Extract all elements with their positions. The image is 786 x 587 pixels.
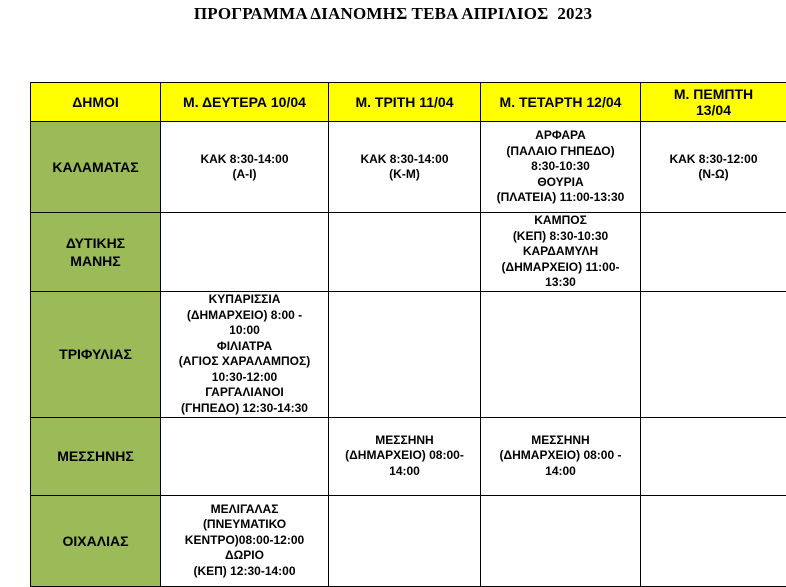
schedule-cell-wednesday [481,495,641,586]
distribution-schedule-table [30,82,786,587]
schedule-cell-thursday [641,495,786,586]
municipality-cell: ΚΑΛΑΜΑΤΑΣ [31,122,161,213]
schedule-cell-thursday [641,291,786,417]
schedule-cell-tuesday [329,495,481,586]
schedule-cell-tuesday [329,213,481,292]
schedule-cell-monday: ΜΕΛΙΓΑΛΑΣ (ΠΝΕΥΜΑΤΙΚΟ ΚΕΝΤΡΟ)08:00-12:00 ΔΩΡΙΟ (ΚΕΠ) 12:30-14:00 [161,495,329,586]
table-row [31,213,786,292]
schedule-cell-tuesday: ΜΕΣΣΗΝΗ (ΔΗΜΑΡΧΕΙΟ) 08:00- 14:00 [329,417,481,495]
table-row [31,495,786,586]
schedule-cell-monday: ΚΑΚ 8:30-14:00 (Α-Ι) [161,122,329,213]
table-row [31,291,786,417]
header-wednesday: Μ. ΤΕΤΑΡΤΗ 12/04 [481,83,641,122]
schedule-cell-wednesday: ΜΕΣΣΗΝΗ (ΔΗΜΑΡΧΕΙΟ) 08:00 - 14:00 [481,417,641,495]
schedule-cell-wednesday [481,291,641,417]
table-row [31,417,786,495]
municipality-cell: ΟΙΧΑΛΙΑΣ [31,495,161,586]
municipality-cell: ΤΡΙΦΥΛΙΑΣ [31,291,161,417]
municipality-cell: ΔΥΤΙΚΗΣ ΜΑΝΗΣ [31,213,161,292]
schedule-cell-wednesday: ΚΑΜΠΟΣ (ΚΕΠ) 8:30-10:30 ΚΑΡΔΑΜΥΛΗ (ΔΗΜΑΡΧΕΙΟ) 11:00- 13:30 [481,213,641,292]
schedule-cell-thursday [641,417,786,495]
header-tuesday: Μ. ΤΡΙΤΗ 11/04 [329,83,481,122]
header-municipalities: ΔΗΜΟΙ [31,83,161,122]
schedule-cell-thursday [641,213,786,292]
municipality-cell: ΜΕΣΣΗΝΗΣ [31,417,161,495]
schedule-cell-monday [161,417,329,495]
header-monday: Μ. ΔΕΥΤΕΡΑ 10/04 [161,83,329,122]
schedule-cell-wednesday: ΑΡΦΑΡΑ (ΠΑΛΑΙΟ ΓΗΠΕΔΟ) 8:30-10:30 ΘΟΥΡΙΑ (ΠΛΑΤΕΙΑ) 11:00-13:30 [481,122,641,213]
table-row [31,122,786,213]
header-thursday: Μ. ΠΕΜΠΤΗ 13/04 [641,83,786,122]
schedule-cell-monday [161,213,329,292]
schedule-cell-tuesday [329,291,481,417]
table-header-row [31,83,786,122]
schedule-cell-thursday: ΚΑΚ 8:30-12:00 (Ν-Ω) [641,122,786,213]
schedule-cell-monday: ΚΥΠΑΡΙΣΣΙΑ (ΔΗΜΑΡΧΕΙΟ) 8:00 - 10:00 ΦΙΛΙΑΤΡΑ (ΑΓΙΟΣ ΧΑΡΑΛΑΜΠΟΣ) 10:30-12:00 ΓΑΡΓΑΛΙΑΝΟΙ (ΓΗΠΕΔΟ) 12:30-14:30 [161,291,329,417]
schedule-cell-tuesday: ΚΑΚ 8:30-14:00 (Κ-Μ) [329,122,481,213]
document-title: ΠΡΟΓΡΑΜΜΑ ΔΙΑΝΟΜΗΣ ΤΕΒΑ ΑΠΡΙΛΙΟΣ 2023 [0,4,786,24]
